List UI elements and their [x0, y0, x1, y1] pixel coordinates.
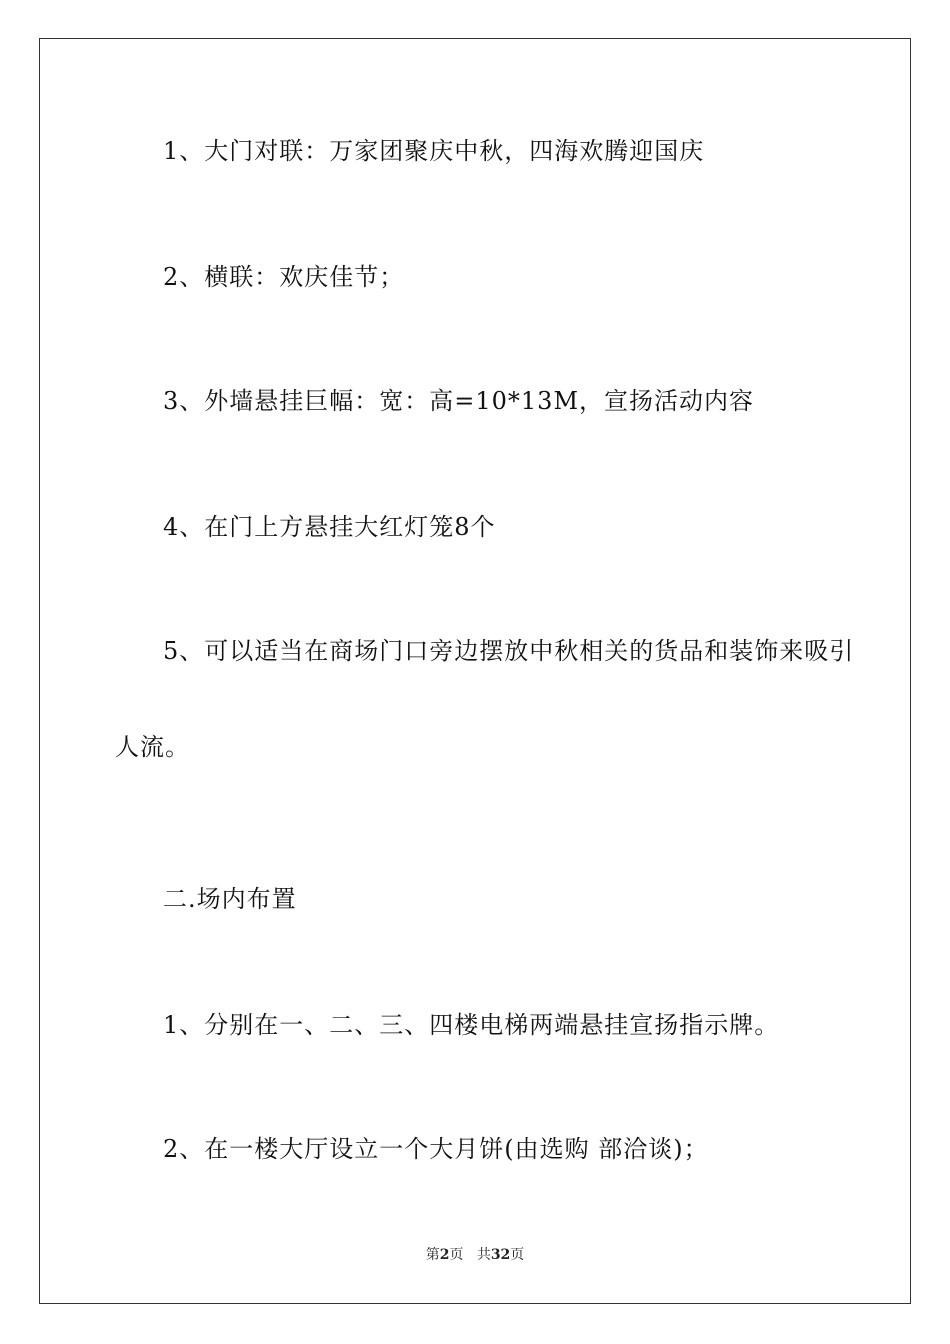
- paragraph-door-couplet: 1、大门对联：万家团聚庆中秋，四海欢腾迎国庆: [163, 137, 705, 165]
- footer-page-number: 2: [439, 1247, 450, 1263]
- paragraph-mooncake: 2、在一楼大厅设立一个大月饼(由选购 部洽谈)；: [163, 1135, 709, 1163]
- page-border: [39, 38, 911, 1304]
- footer-total-prefix: 共: [476, 1247, 491, 1263]
- section-heading-indoor-layout: 二.场内布置: [163, 885, 297, 913]
- footer-total-suffix: 页: [510, 1247, 525, 1263]
- paragraph-lanterns: 4、在门上方悬挂大红灯笼8个: [163, 513, 496, 541]
- paragraph-horizontal-scroll: 2、横联：欢庆佳节；: [163, 263, 405, 291]
- footer-page-prefix: 第: [425, 1247, 440, 1263]
- footer-total-pages: 32: [490, 1247, 511, 1263]
- paragraph-entrance-display: 5、可以适当在商场门口旁边摆放中秋相关的货品和装饰来吸引: [163, 637, 855, 665]
- paragraph-elevator-signs: 1、分别在一、二、三、四楼电梯两端悬挂宣扬指示牌。: [163, 1011, 780, 1039]
- paragraph-wall-banner: 3、外墙悬挂巨幅：宽：高=10*13M，宣扬活动内容: [163, 387, 755, 415]
- footer-page-suffix: 页: [449, 1247, 464, 1263]
- page-footer: [0, 1246, 950, 1264]
- paragraph-entrance-display-continued: 人流。: [115, 733, 190, 761]
